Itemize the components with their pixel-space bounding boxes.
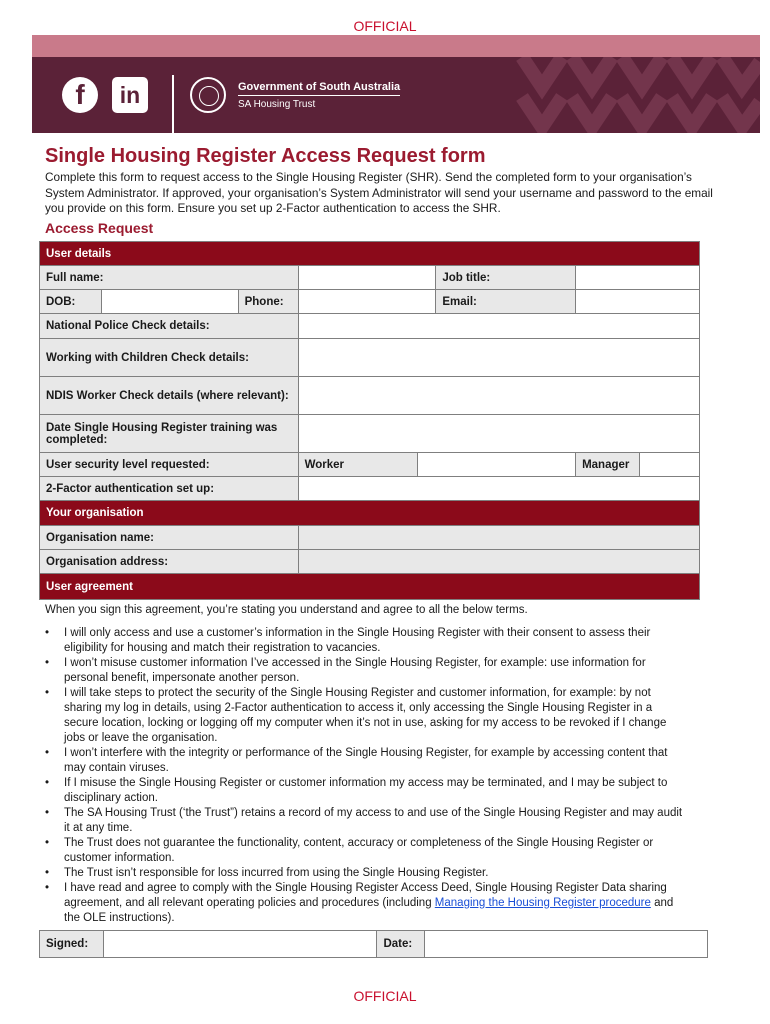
- agreement-term: • The Trust does not guarantee the functionality, content, accuracy or completeness of the Single Housing Register or customer information.: [45, 836, 685, 866]
- final-term-text: I have read and agree to comply with the Single Housing Register Access Deed, Single Housing Register Data sharing agreement, and all relevant operating policies and procedures (including: [64, 882, 667, 909]
- agreement-term: • I will only access and use a customer’s information in the Single Housing Register with their consent to assess their eligibility for housing and match their registration to vacancies.: [45, 626, 685, 656]
- ndis-field[interactable]: [298, 377, 699, 415]
- facebook-icon[interactable]: f: [62, 77, 98, 113]
- worker-option: Worker: [298, 453, 418, 477]
- organisation-name-label: Organisation name:: [40, 526, 299, 550]
- government-logo-text: [238, 81, 400, 110]
- access-request-table: [39, 241, 700, 600]
- wwcc-label: Working with Children Check details:: [40, 339, 299, 377]
- official-marking-bottom: OFFICIAL: [353, 988, 417, 1004]
- police-check-field[interactable]: [298, 314, 699, 339]
- your-organisation-heading: Your organisation: [40, 501, 700, 526]
- training-date-label: Date Single Housing Register training was completed:: [40, 415, 299, 453]
- user-agreement-heading: User agreement: [40, 574, 700, 600]
- email-field[interactable]: [576, 290, 700, 314]
- security-level-label: User security level requested:: [40, 453, 299, 477]
- organisation-address-field[interactable]: [298, 550, 699, 574]
- signature-table: [39, 930, 708, 958]
- agreement-term-final: [45, 881, 685, 926]
- header-banner: [32, 57, 760, 133]
- section-heading: Access Request: [45, 220, 154, 236]
- worker-checkbox[interactable]: [418, 453, 576, 477]
- gov-line2: SA Housing Trust: [238, 99, 316, 110]
- government-crest-icon: [190, 77, 226, 113]
- agreement-term: • I won’t misuse customer information I’ve accessed in the Single Housing Register, for example: use information for personal benefit, impersonate another person.: [45, 656, 685, 686]
- decorative-pattern-icon: [502, 57, 760, 133]
- job-title-label: Job title:: [436, 266, 576, 290]
- agreement-term: • The SA Housing Trust (‘the Trust”) retains a record of my access to and use of the Single Housing Register and may audit it at any time.: [45, 806, 685, 836]
- date-label: Date:: [377, 931, 425, 958]
- manager-checkbox[interactable]: [640, 453, 700, 477]
- signature-field[interactable]: [103, 931, 377, 958]
- full-name-field[interactable]: [298, 266, 436, 290]
- dob-field[interactable]: [101, 290, 238, 314]
- page-title: Single Housing Register Access Request form: [45, 145, 486, 167]
- phone-label: Phone:: [238, 290, 298, 314]
- wwcc-field[interactable]: [298, 339, 699, 377]
- dob-label: DOB:: [40, 290, 102, 314]
- email-label: Email:: [436, 290, 576, 314]
- two-factor-field[interactable]: [298, 477, 699, 501]
- agreement-terms-list: [45, 626, 685, 926]
- full-name-label: Full name:: [40, 266, 299, 290]
- agreement-term: • I will take steps to protect the security of the Single Housing Register and customer information, for example: by not sharing my log in details, using 2-Factor authentication to access it, only accessing the Single Housing Register in a secure location, locking or logging off my computer when it’s not in use, asking for my access to be revoked if I change jobs or leave the organisation.: [45, 686, 685, 746]
- ndis-label: NDIS Worker Check details (where relevant):: [40, 377, 299, 415]
- two-factor-label: 2-Factor authentication set up:: [40, 477, 299, 501]
- job-title-field[interactable]: [576, 266, 700, 290]
- banner-top-stripe: [32, 35, 760, 57]
- official-marking-top: OFFICIAL: [353, 18, 417, 34]
- organisation-name-field[interactable]: [298, 526, 699, 550]
- training-date-field[interactable]: [298, 415, 699, 453]
- date-field[interactable]: [425, 931, 708, 958]
- linkedin-icon[interactable]: in: [112, 77, 148, 113]
- intro-text: Complete this form to request access to the Single Housing Register (SHR). Send the completed form to your organisation’s System Administrator. If approved, your organisation’s System Administrator will send your username and password to the email you provide on this form. Ensure you set up 2-Factor authentication to access the SHR.: [45, 170, 713, 215]
- agreement-lead-text: When you sign this agreement, you’re stating you understand and agree to all the below terms.: [45, 604, 528, 616]
- divider: [172, 75, 174, 133]
- agreement-term: • If I misuse the Single Housing Register or customer information my access may be terminated, and I may be subject to disciplinary action.: [45, 776, 685, 806]
- user-details-heading: User details: [40, 242, 700, 266]
- phone-field[interactable]: [298, 290, 436, 314]
- agreement-term: • The Trust isn’t responsible for loss incurred from using the Single Housing Register.: [45, 866, 685, 881]
- managing-housing-register-link[interactable]: Managing the Housing Register procedure: [434, 897, 651, 909]
- gov-line1: Government of South Australia: [238, 81, 400, 96]
- agreement-term: • I won’t interfere with the integrity or performance of the Single Housing Register, for example by accessing content that may contain viruses.: [45, 746, 685, 776]
- organisation-address-label: Organisation address:: [40, 550, 299, 574]
- signed-label: Signed:: [40, 931, 104, 958]
- police-check-label: National Police Check details:: [40, 314, 299, 339]
- final-term-text-end: and the OLE instructions).: [64, 897, 674, 924]
- manager-option: Manager: [576, 453, 640, 477]
